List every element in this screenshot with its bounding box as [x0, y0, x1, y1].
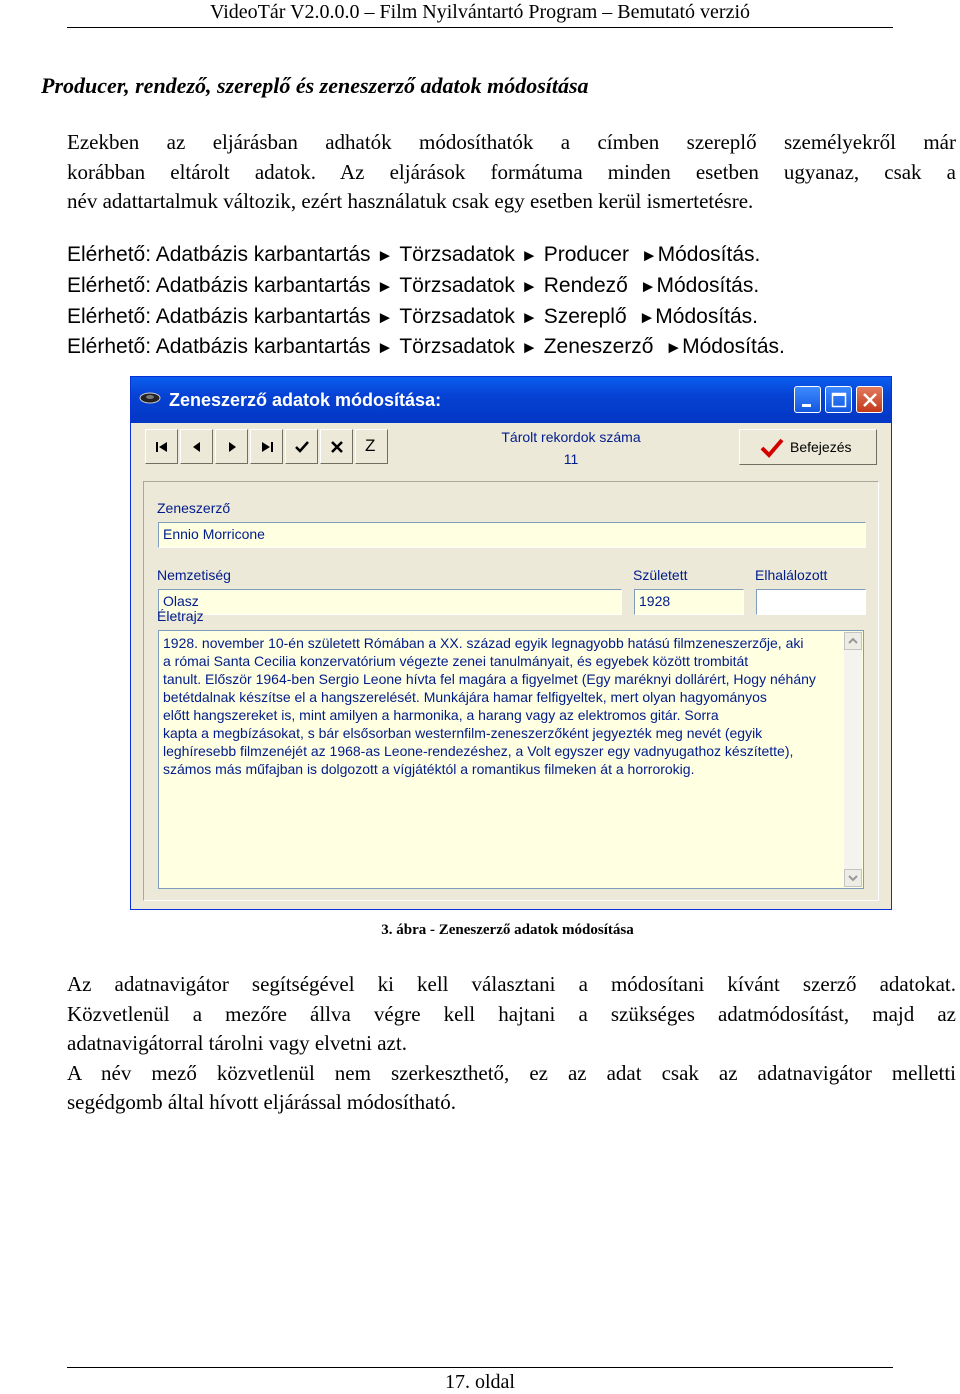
- maximize-button[interactable]: [825, 386, 852, 413]
- born-label: Született: [633, 567, 688, 583]
- scroll-down-button[interactable]: [844, 869, 862, 887]
- minimize-button[interactable]: [794, 386, 821, 413]
- arrow-icon: ►: [638, 307, 656, 327]
- next-record-button[interactable]: [215, 429, 248, 464]
- first-record-button[interactable]: [145, 429, 178, 464]
- form-panel: [143, 481, 879, 901]
- path-step: Törzsadatok: [399, 335, 515, 359]
- last-record-button[interactable]: [250, 429, 283, 464]
- arrow-icon: ►: [376, 338, 394, 358]
- minimize-icon: [795, 387, 822, 414]
- chevron-down-icon: [845, 870, 861, 886]
- arrow-icon: ►: [640, 246, 658, 265]
- arrow-icon: ►: [376, 276, 394, 296]
- arrow-icon: ►: [520, 338, 538, 358]
- path-prefix: Elérhető: Adatbázis karbantartás: [67, 304, 371, 328]
- path-step: Producer: [543, 243, 629, 266]
- died-field[interactable]: [756, 589, 866, 615]
- data-navigator: [145, 429, 389, 465]
- path-prefix: Elérhető: Adatbázis karbantartás: [67, 243, 371, 266]
- outro-line: adatnavigátorral tárolni vagy elvetni azt.: [67, 1031, 407, 1055]
- outro-line: A név mező közvetlenül nem szerkeszthető, ez az adat csak az adatnavigátor melletti: [67, 1060, 956, 1085]
- section-title: Producer, rendező, szereplő és zeneszerző adatok módosítása: [41, 73, 589, 98]
- cancel-x-icon: [329, 439, 345, 455]
- header-text: VideoTár V2.0.0.0 – Film Nyilvántartó Program – Bemutató verzió: [210, 1, 750, 23]
- intro-line: név adattartalmuk változik, ezért használatuk csak egy esetben kerül ismertetésre.: [67, 189, 754, 213]
- menu-path-row: [67, 332, 785, 363]
- bio-text: 1928. november 10-én született Rómában a XX. század egyik legnagyobb hatású filmzeneszerzője, aki a római Santa Cecilia konzervatórium végezte zenei tanulmányait, és egyebek között trombitát tanult. Először 1964-ben Sergio Leone hívta fel magára a figyelmet (Egy maréknyi dollárért, Hogy néhány betétdalnak készítse el a hangszerelését. Munkájára hamar felfigyeltek, mert olyan hagyományos előtt hangszereket is, mint amilyen a harmonika, a harang vagy az elektromos gitár. Sorra kapta a megbízásokat, s bár elsősorban westernfilm-zeneszerzőként jegyezték meg nevét (egyik leghíresebb filmzenéjét az 1968-as Leone-rendezéshez, a Volt egyszer egy vadnyugathoz készítette), számos más műfajban is dolgozott a vígjátéktól a romantikus filmeken át a horrorokig.: [163, 635, 816, 777]
- intro-paragraph: [67, 128, 956, 217]
- post-check-icon: [294, 439, 310, 455]
- outro-line: Közvetlenül a mezőre állva végre kell hajtani a szükséges adatmódosítást, majd az: [67, 1001, 956, 1026]
- window-title: Zeneszerző adatok módosítása:: [169, 390, 442, 410]
- path-step: Módosítás.: [682, 335, 785, 359]
- scroll-up-button[interactable]: [844, 632, 862, 650]
- menu-path-row: [67, 302, 785, 333]
- checkmark-icon: [760, 437, 784, 459]
- composer-edit-window: [130, 376, 892, 910]
- composer-label: Zeneszerző: [157, 500, 231, 516]
- nationality-label: Nemzetiség: [157, 567, 231, 583]
- z-button[interactable]: [355, 429, 388, 464]
- arrow-icon: ►: [520, 307, 538, 327]
- outro-line: Az adatnavigátor segítségével ki kell választani a módosítani kívánt szerző adatokat.: [67, 972, 956, 996]
- path-step: Szereplő: [543, 304, 627, 328]
- post-button[interactable]: [285, 429, 318, 464]
- figure-caption: 3. ábra - Zeneszerző adatok módosítása: [381, 922, 634, 938]
- bio-label: Életrajz: [157, 608, 204, 624]
- path-step: Törzsadatok: [399, 304, 515, 328]
- z-icon: Z: [365, 436, 376, 455]
- path-step: Módosítás.: [656, 273, 760, 297]
- prev-record-icon: [189, 439, 205, 455]
- finish-button[interactable]: [739, 429, 877, 465]
- window-titlebar[interactable]: [131, 377, 891, 423]
- path-prefix: Elérhető: Adatbázis karbantartás: [67, 273, 371, 297]
- cancel-button[interactable]: [320, 429, 353, 464]
- chevron-up-icon: [845, 633, 861, 649]
- arrow-icon: ►: [639, 276, 657, 296]
- died-label: Elhalálozott: [755, 567, 828, 583]
- path-step: Rendező: [543, 273, 628, 297]
- page-header: [0, 0, 960, 30]
- bio-memo[interactable]: [158, 630, 864, 889]
- arrow-icon: ►: [665, 338, 683, 358]
- arrow-icon: ►: [376, 307, 394, 327]
- path-step: Módosítás.: [657, 243, 761, 266]
- composer-name-field[interactable]: Ennio Morricone: [158, 522, 866, 548]
- path-step: Törzsadatok: [399, 273, 515, 297]
- menu-path-row: [67, 271, 785, 302]
- menu-path-list: [67, 240, 785, 363]
- record-count-value: 11: [563, 451, 579, 467]
- nationality-field[interactable]: Olasz: [158, 589, 622, 615]
- path-step: Törzsadatok: [399, 243, 515, 266]
- last-record-icon: [259, 439, 275, 455]
- arrow-icon: ►: [520, 276, 538, 296]
- film-reel-icon: [139, 392, 161, 404]
- born-field[interactable]: 1928: [634, 589, 744, 615]
- page-footer: [67, 1367, 893, 1393]
- close-button[interactable]: [856, 386, 883, 413]
- intro-line: korábban eltárolt adatok. Az eljárások formátuma minden esetben ugyanaz, csak a: [67, 159, 956, 184]
- outro-paragraph: [67, 970, 956, 1118]
- header-rule: [67, 27, 893, 28]
- first-record-icon: [154, 439, 170, 455]
- outro-line: segédgomb által hívott eljárással módosítható.: [67, 1090, 457, 1114]
- arrow-icon: ►: [520, 246, 538, 265]
- record-count-label: Tárolt rekordok száma: [501, 429, 641, 445]
- arrow-icon: ►: [376, 246, 394, 265]
- bio-scrollbar[interactable]: [844, 632, 862, 887]
- menu-path-row: [67, 240, 785, 271]
- maximize-icon: [826, 387, 853, 414]
- next-record-icon: [224, 439, 240, 455]
- path-step: Zeneszerző: [543, 335, 654, 359]
- intro-line: Ezekben az eljárásban adhatók módosíthatók a címben szereplő személyekről már: [67, 130, 956, 154]
- prev-record-button[interactable]: [180, 429, 213, 464]
- path-prefix: Elérhető: Adatbázis karbantartás: [67, 335, 371, 359]
- path-step: Módosítás.: [655, 304, 759, 328]
- finish-button-label: Befejezés: [790, 439, 852, 455]
- close-icon: [857, 387, 884, 414]
- page-number: 17. oldal: [445, 1371, 515, 1393]
